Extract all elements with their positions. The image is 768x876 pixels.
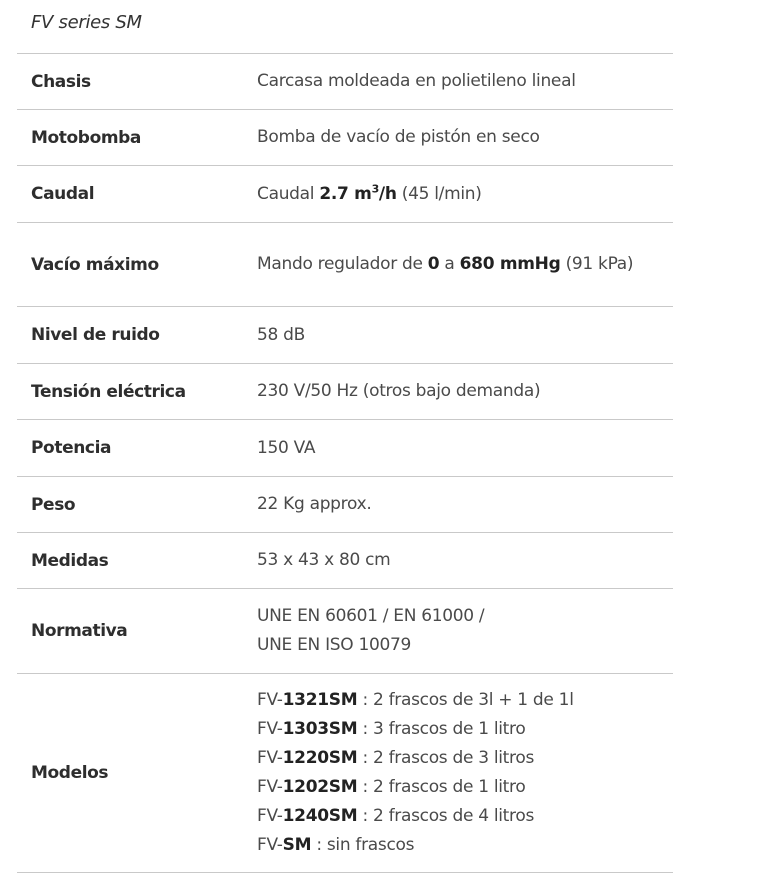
model-line (257, 802, 663, 831)
model-prefix: FV- (257, 835, 283, 855)
model-prefix: FV- (257, 719, 283, 739)
model-code: 1303SM (282, 719, 358, 739)
row-label: Potencia (31, 438, 112, 458)
normativa-line: UNE EN ISO 10079 (257, 635, 412, 655)
table-row (17, 533, 673, 589)
model-line (257, 744, 663, 773)
vacio-max: 680 mmHg (459, 254, 561, 274)
row-value: Bomba de vacío de pistón en seco (257, 127, 540, 147)
model-line (257, 831, 663, 860)
model-desc: : sin frascos (311, 835, 415, 855)
row-label: Normativa (31, 621, 128, 641)
table-row (17, 166, 673, 223)
row-value: 150 VA (257, 437, 316, 458)
table-row (17, 589, 673, 674)
vacio-suffix: (91 kPa) (560, 254, 634, 274)
row-value (257, 166, 673, 223)
row-label: Vacío máximo (31, 254, 159, 275)
caudal-suffix: (45 l/min) (396, 183, 482, 204)
model-line (257, 773, 663, 802)
row-value: Carcasa moldeada en polietileno lineal (257, 71, 576, 91)
row-value: 58 dB (257, 324, 305, 345)
model-code: 1321SM (282, 690, 358, 710)
model-code: 1202SM (282, 777, 358, 797)
table-row (17, 307, 673, 364)
table-row (17, 420, 673, 477)
row-label: Caudal (31, 184, 95, 204)
row-value (257, 674, 673, 873)
vacio-min: 0 (427, 254, 440, 274)
normativa-line: UNE EN 60601 / EN 61000 / (257, 606, 485, 626)
row-label: Tensión eléctrica (31, 381, 186, 402)
model-prefix: FV- (257, 690, 283, 710)
row-label: Chasis (31, 71, 91, 92)
row-value (257, 223, 673, 307)
model-desc: : 2 frascos de 4 litros (357, 806, 535, 826)
row-label: Nivel de ruido (31, 325, 160, 345)
table-row (17, 364, 673, 420)
row-label: Modelos (31, 763, 109, 783)
vacio-prefix: Mando regulador de (257, 254, 428, 274)
model-code: 1220SM (282, 748, 358, 768)
model-desc: : 2 frascos de 3 litros (357, 748, 535, 768)
model-desc: : 3 frascos de 1 litro (357, 719, 526, 739)
model-line (257, 715, 663, 744)
caudal-unit: /h (378, 183, 397, 204)
model-code: 1240SM (282, 806, 358, 826)
row-label: Peso (31, 494, 76, 515)
caudal-exponent: 3 (371, 181, 379, 195)
page-title: FV series SM (31, 12, 142, 33)
table-row (17, 477, 673, 533)
model-prefix: FV- (257, 748, 283, 768)
row-value (257, 589, 673, 674)
model-code: SM (282, 835, 312, 855)
caudal-amount (319, 181, 397, 204)
model-desc: : 2 frascos de 3l + 1 de 1l (357, 690, 574, 710)
table-row (17, 674, 673, 873)
model-prefix: FV- (257, 806, 283, 826)
row-label: Medidas (31, 550, 109, 571)
vacio-mid: a (439, 254, 460, 274)
model-prefix: FV- (257, 777, 283, 797)
table-row (17, 54, 673, 110)
model-desc: : 2 frascos de 1 litro (357, 777, 526, 797)
model-line (257, 686, 663, 715)
caudal-amount-number: 2.7 m (319, 183, 372, 204)
table-row (17, 110, 673, 166)
table-row (17, 223, 673, 307)
row-value: 230 V/50 Hz (otros bajo demanda) (257, 381, 541, 401)
row-value: 53 x 43 x 80 cm (257, 550, 391, 570)
caudal-prefix: Caudal (257, 183, 320, 204)
row-label: Motobomba (31, 127, 142, 148)
spec-table (17, 53, 673, 873)
row-value: 22 Kg approx. (257, 494, 372, 514)
